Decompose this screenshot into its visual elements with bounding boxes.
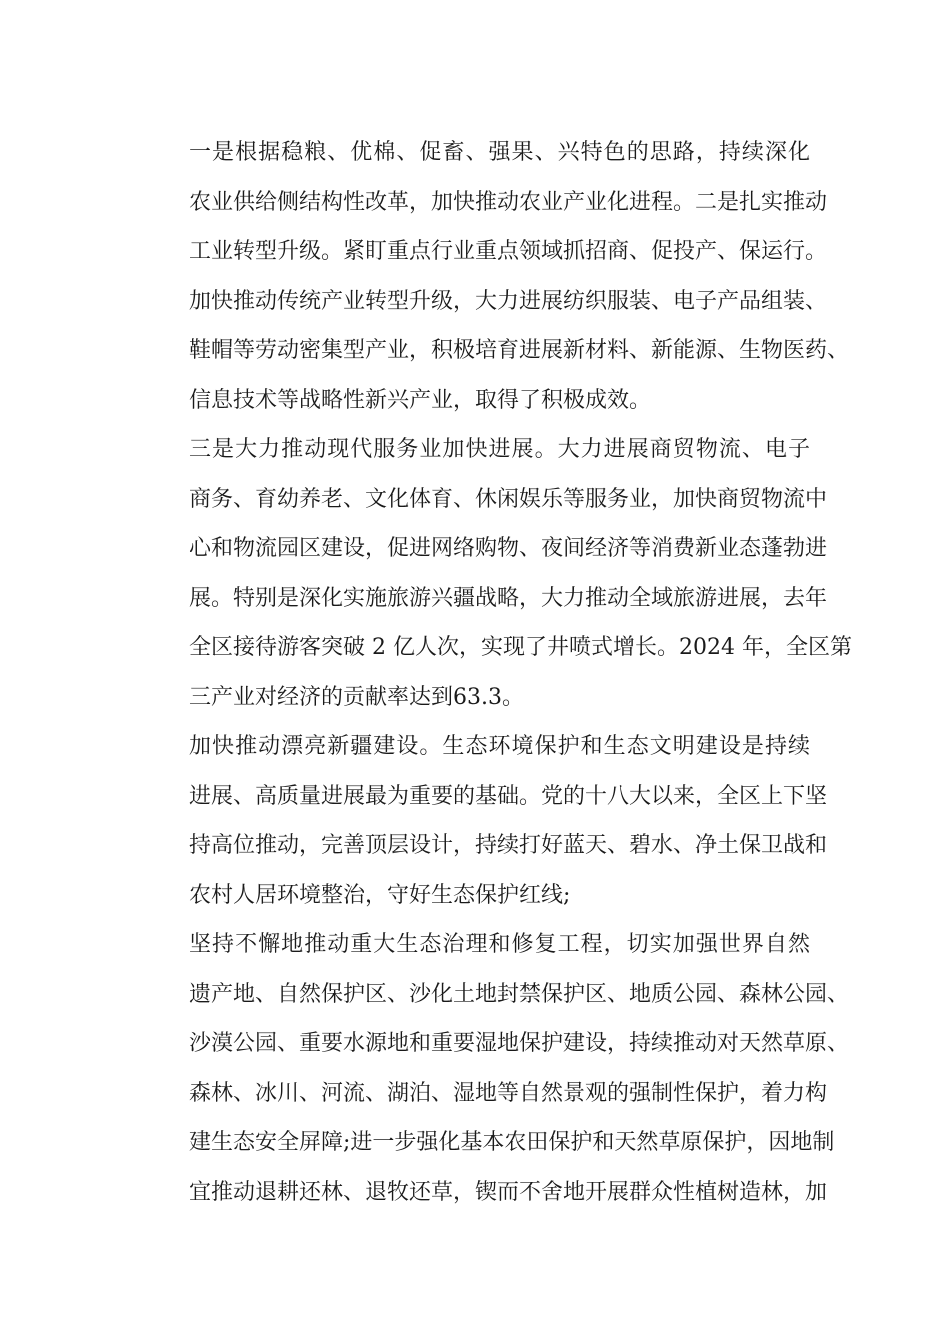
text-line: 鞋帽等劳动密集型产业，积极培育进展新材料、新能源、生物医药、 [189,338,850,363]
text-line: 建生态安全屏障;进一步强化基本农田保护和天然草原保护，因地制 [189,1130,835,1155]
text-line: 持高位推动，完善顶层设计，持续打好蓝天、碧水、净土保卫战和 [189,833,828,858]
text-line: 加快推动传统产业转型升级，大力进展纺织服装、电子产品组装、 [189,288,828,314]
text-line: 宜推动退耕还林、退牧还草，锲而不舍地开展群众性植树造林，加 [189,1179,828,1205]
paragraph-agriculture-industry [145,128,850,425]
text-line: 心和物流园区建设，促进网络购物、夜间经济等消费新业态蓬勃进 [189,536,828,561]
text-line: 坚持不懈地推动重大生态治理和修复工程，切实加强世界自然 [189,932,810,957]
text-line: 遗产地、自然保护区、沙化土地封禁保护区、地质公园、森林公园、 [189,981,850,1007]
text-line: 商务、育幼养老、文化体育、休闲娱乐等服务业，加快商贸物流中 [189,486,828,512]
text-line: 农村人居环境整治，守好生态保护红线; [189,882,571,908]
text-line: 加快推动漂亮新疆建设。生态环境保护和生态文明建设是持续 [189,734,810,759]
text-line: 农业供给侧结构性改革，加快推动农业产业化进程。二是扎实推动 [189,189,828,215]
document-body [145,128,852,1217]
text-line: 信息技术等战略性新兴产业，取得了积极成效。 [189,387,652,413]
text-line: 三产业对经济的贡献率达到63.3。 [189,684,524,710]
text-line: 展。特别是深化实施旅游兴疆战略，大力推动全域旅游进展，去年 [189,585,828,611]
paragraph-services [145,425,852,722]
text-line: 全区接待游客突破 2 亿人次，实现了井喷式增长。2024 年，全区第 [189,635,852,660]
text-line: 工业转型升级。紧盯重点行业重点领域抓招商、促投产、保运行。 [189,239,828,264]
paragraph-restoration [145,920,850,1217]
text-line: 森林、冰川、河流、湖泊、湿地等自然景观的强制性保护，着力构 [189,1080,828,1106]
text-line: 进展、高质量进展最为重要的基础。党的十八大以来，全区上下坚 [189,783,828,809]
paragraph-ecology [145,722,828,920]
text-line: 沙漠公园、重要水源地和重要湿地保护建设，持续推动对天然草原、 [189,1031,850,1056]
text-line: 一是根据稳粮、优棉、促畜、强果、兴特色的思路，持续深化 [189,140,810,165]
text-line: 三是大力推动现代服务业加快进展。大力进展商贸物流、电子 [189,437,810,462]
